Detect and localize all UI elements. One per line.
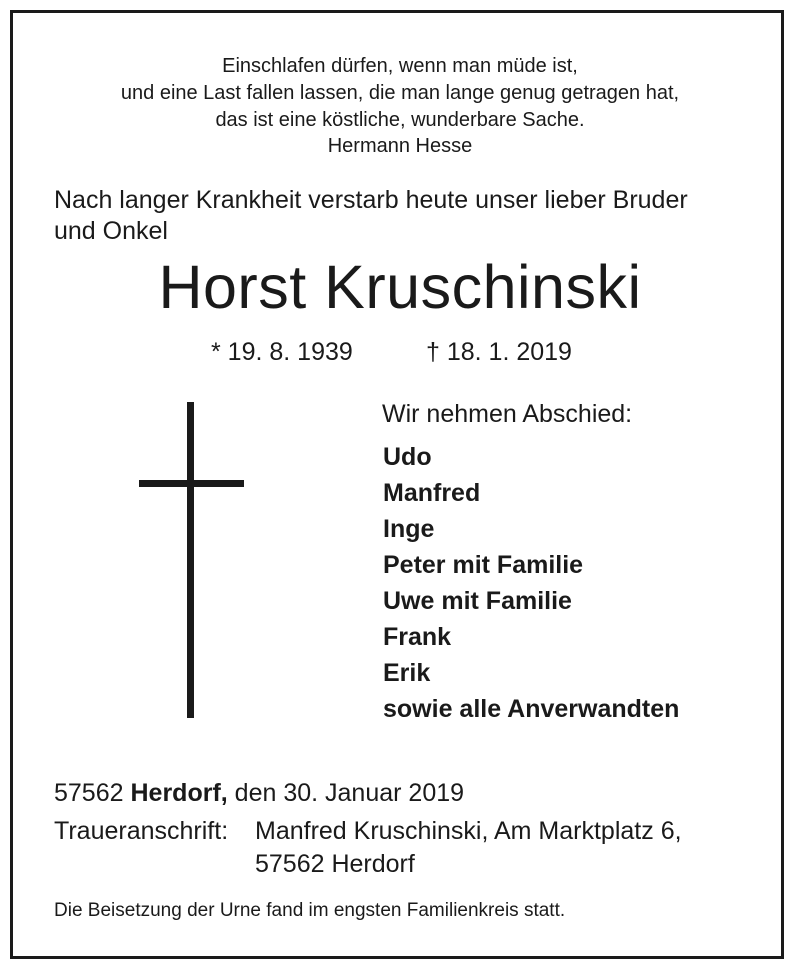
mourner-name: Frank: [383, 623, 452, 651]
quote-line-2: und eine Last fallen lassen, die man lange genug getragen hat,: [120, 82, 680, 104]
intro-line-1: Nach langer Krankheit verstarb heute unser lieber Bruder: [54, 186, 688, 214]
footer-note: Die Beisetzung der Urne fand im engsten Familienkreis statt.: [54, 900, 566, 921]
address-label: Traueranschrift:: [54, 817, 229, 845]
intro-line-2: und Onkel: [54, 217, 168, 245]
deceased-name: Horst Kruschinski: [158, 253, 642, 321]
mourner-name: Manfred: [383, 479, 481, 507]
postal-code: 57562: [54, 779, 124, 807]
mourner-list: [383, 439, 679, 727]
quote-line-1: Einschlafen dürfen, wenn man müde ist,: [222, 55, 578, 77]
location-date-line: [54, 779, 464, 808]
mourner-name: Peter mit Familie: [383, 551, 584, 579]
address-line-1: Manfred Kruschinski, Am Marktplatz 6,: [255, 817, 682, 845]
mourner-name: Erik: [383, 659, 431, 687]
mourner-name: Uwe mit Familie: [383, 587, 572, 615]
mourner-name: Inge: [383, 515, 435, 543]
birth-date: * 19. 8. 1939: [211, 338, 353, 366]
notice-date: den 30. Januar 2019: [234, 779, 465, 807]
mourner-name: sowie alle Anverwandten: [383, 695, 680, 723]
quote-line-3: das ist eine köstliche, wunderbare Sache.: [215, 109, 585, 131]
death-date: † 18. 1. 2019: [426, 338, 572, 366]
quote-author: Hermann Hesse: [327, 135, 473, 157]
address-line-2: 57562 Herdorf: [255, 850, 415, 878]
farewell-heading: Wir nehmen Abschied:: [382, 400, 633, 428]
mourner-name: Udo: [383, 443, 432, 471]
city: Herdorf,: [130, 779, 228, 807]
